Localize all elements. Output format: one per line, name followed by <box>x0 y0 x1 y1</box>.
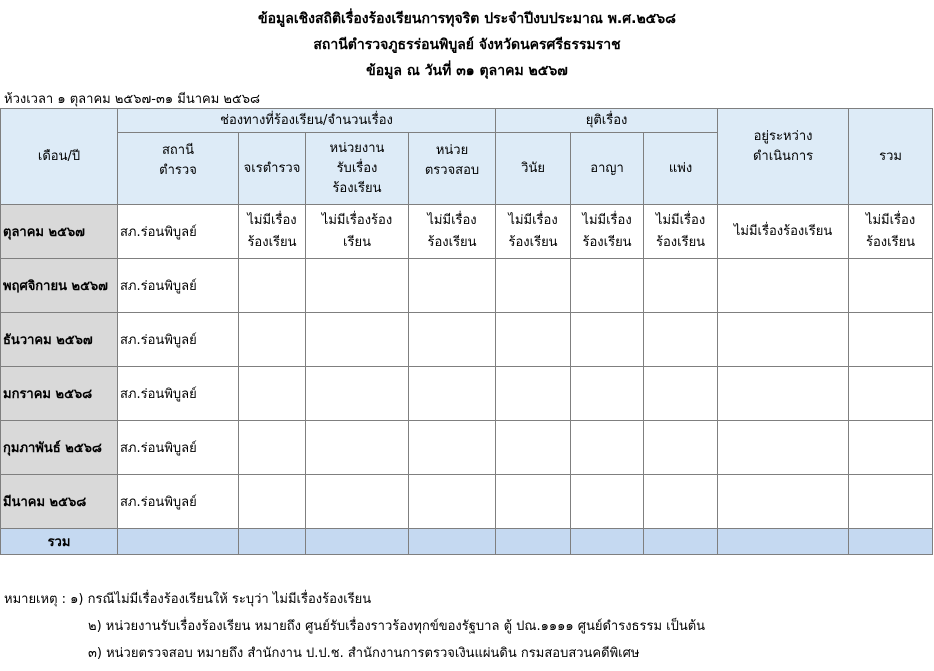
row-station: สภ.ร่อนพิบูลย์ <box>118 367 239 421</box>
cell-civil: ไม่มีเรื่อง ร้องเรียน <box>644 205 718 259</box>
row-station: สภ.ร่อนพิบูลย์ <box>118 205 239 259</box>
header-station: สถานี ตำรวจ <box>118 133 239 205</box>
row-station: สภ.ร่อนพิบูลย์ <box>118 475 239 529</box>
header-inspector: จเรตำรวจ <box>239 133 306 205</box>
row-month: พฤศจิกายน ๒๕๖๗ <box>1 259 118 313</box>
row-month: ธันวาคม ๒๕๖๗ <box>1 313 118 367</box>
header-audit: หน่วย ตรวจสอบ <box>409 133 496 205</box>
table-row <box>1 313 933 367</box>
header-resolved: ยุติเรื่อง <box>496 109 718 133</box>
table-row <box>1 205 933 259</box>
header-civil: แพ่ง <box>644 133 718 205</box>
note-3: ๓) หน่วยตรวจสอบ หมายถึง สำนักงาน ป.ป.ช. สำนักงานการตรวจเงินแผ่นดิน กรมสอบสวนคดีพิเศษ <box>88 646 640 661</box>
row-month: มีนาคม ๒๕๖๘ <box>1 475 118 529</box>
report-title: ข้อมูลเชิงสถิติเรื่องร้องเรียนการทุจริต ประจำปีงบประมาณ พ.ศ.๒๕๖๘ <box>258 11 676 27</box>
cell-in-progress: ไม่มีเรื่องร้องเรียน <box>718 205 849 259</box>
header-discipline: วินัย <box>496 133 571 205</box>
row-station: สภ.ร่อนพิบูลย์ <box>118 259 239 313</box>
total-label: รวม <box>1 529 118 555</box>
station-name: สถานีตำรวจภูธรร่อนพิบูลย์ จังหวัดนครศรีธรรมราช <box>313 37 621 53</box>
row-month: กุมภาพันธ์ ๒๕๖๘ <box>1 421 118 475</box>
table-row <box>1 367 933 421</box>
header-row-1 <box>1 109 933 133</box>
reporting-period: ห้วงเวลา ๑ ตุลาคม ๒๕๖๗-๓๑ มีนาคม ๒๕๖๘ <box>4 92 261 107</box>
table-row <box>1 259 933 313</box>
table-row <box>1 475 933 529</box>
header-channels: ช่องทางที่ร้องเรียน/จำนวนเรื่อง <box>118 109 496 133</box>
total-row <box>1 529 933 555</box>
note-2: ๒) หน่วยงานรับเรื่องร้องเรียน หมายถึง ศูนย์รับเรื่องราวร้องทุกข์ของรัฐบาล ตู้ ปณ.๑๑๑๑ ศูนย์ดำรงธรรม เป็นต้น <box>88 619 706 634</box>
cell-criminal: ไม่มีเรื่อง ร้องเรียน <box>571 205 644 259</box>
cell-total: ไม่มีเรื่อง ร้องเรียน <box>849 205 933 259</box>
header-criminal: อาญา <box>571 133 644 205</box>
footnotes <box>4 590 705 671</box>
header-total: รวม <box>849 109 933 205</box>
complaint-statistics-table <box>0 108 933 555</box>
row-station: สภ.ร่อนพิบูลย์ <box>118 421 239 475</box>
row-month: ตุลาคม ๒๕๖๗ <box>1 205 118 259</box>
cell-agency: ไม่มีเรื่องร้องเรียน <box>306 205 409 259</box>
report-title-block <box>0 6 934 84</box>
header-in-progress: อยู่ระหว่าง ดำเนินการ <box>718 109 849 205</box>
cell-discipline: ไม่มีเรื่อง ร้องเรียน <box>496 205 571 259</box>
data-as-of-date: ข้อมูล ณ วันที่ ๓๑ ตุลาคม ๒๕๖๗ <box>366 63 568 79</box>
row-month: มกราคม ๒๕๖๘ <box>1 367 118 421</box>
header-month: เดือน/ปี <box>1 109 118 205</box>
table-row <box>1 421 933 475</box>
row-station: สภ.ร่อนพิบูลย์ <box>118 313 239 367</box>
cell-audit: ไม่มีเรื่อง ร้องเรียน <box>409 205 496 259</box>
header-agency: หน่วยงาน รับเรื่อง ร้องเรียน <box>306 133 409 205</box>
cell-inspector: ไม่มีเรื่อง ร้องเรียน <box>239 205 306 259</box>
note-1: หมายเหตุ : ๑) กรณีไม่มีเรื่องร้องเรียนให้ ระบุว่า ไม่มีเรื่องร้องเรียน <box>4 592 372 607</box>
